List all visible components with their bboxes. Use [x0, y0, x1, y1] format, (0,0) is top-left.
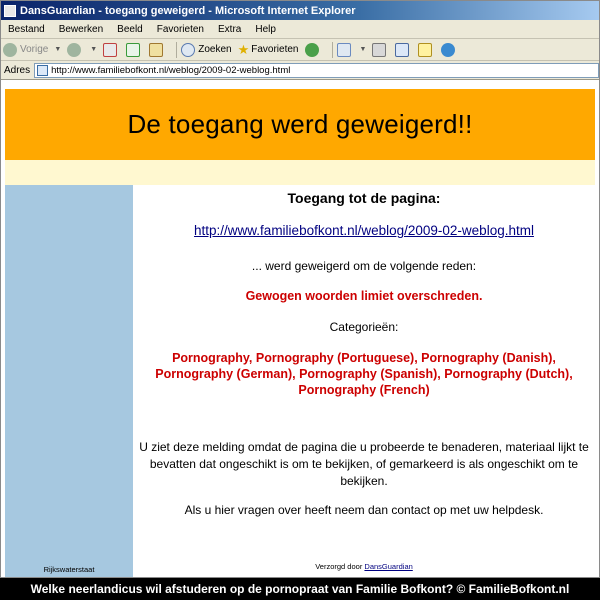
- search-button[interactable]: [181, 43, 231, 57]
- address-bar: [1, 61, 599, 80]
- blocked-url: [133, 223, 595, 238]
- messenger-button[interactable]: [441, 43, 458, 57]
- explanation-text: U ziet deze melding omdat de pagina die u probeerde te benaderen, materiaal lijkt te bevatten dat ongeschikt is om te bekijken, of gemarkeerd is als ongeschikt om te bekijken.: [139, 440, 589, 488]
- access-heading: Toegang tot de pagina:: [287, 190, 441, 206]
- toolbar-divider: [332, 42, 333, 58]
- discuss-icon: [418, 43, 432, 57]
- forward-dropdown-icon[interactable]: ▼: [90, 46, 98, 53]
- home-icon: [149, 43, 163, 57]
- print-button[interactable]: [372, 43, 389, 57]
- address-input[interactable]: [34, 63, 599, 78]
- toolbar: [1, 39, 599, 61]
- sidebar: [5, 185, 133, 577]
- blocked-url-link[interactable]: http://www.familiebofkont.nl/weblog/2009-02-weblog.html: [194, 223, 534, 238]
- print-icon: [372, 43, 386, 57]
- header-band: [5, 89, 595, 160]
- favorites-label: Favorieten: [251, 44, 299, 55]
- messenger-icon: [441, 43, 455, 57]
- back-dropdown-icon[interactable]: ▼: [54, 46, 62, 53]
- title-bar: [1, 1, 599, 20]
- forward-arrow-icon: [67, 43, 81, 57]
- media-icon: [305, 43, 319, 57]
- app-icon: [4, 5, 16, 17]
- discuss-button[interactable]: [418, 43, 435, 57]
- image-caption: Welke neerlandicus wil afstuderen op de pornopraat van Familie Bofkont? © FamilieBofkont.nl: [0, 578, 600, 600]
- toolbar-divider: [176, 42, 177, 58]
- star-icon: ★: [237, 41, 250, 57]
- sub-header-band: [5, 160, 595, 185]
- sidebar-footer: Rijkswaterstaat: [43, 565, 95, 574]
- stop-button[interactable]: [103, 43, 120, 57]
- categories-label: Categorieën:: [329, 320, 399, 334]
- favorites-button[interactable]: [238, 42, 299, 58]
- footer-credit: [133, 559, 595, 574]
- categories-list: Pornography, Pornography (Portuguese), Pornography (Danish), Pornography (German), Pornography (Spanish), Pornography (Dutch), Pornography (French): [155, 351, 573, 397]
- search-icon: [181, 43, 195, 57]
- window-title: DansGuardian - toegang geweigerd - Microsoft Internet Explorer: [20, 4, 356, 17]
- block-reason: Gewogen woorden limiet overschreden.: [245, 289, 483, 303]
- address-label: Adres: [4, 64, 31, 76]
- edit-icon: [395, 43, 409, 57]
- menu-favorites[interactable]: Favorieten: [156, 23, 204, 35]
- edit-button[interactable]: [395, 43, 412, 57]
- main-content: [133, 185, 595, 577]
- menu-file[interactable]: Bestand: [8, 23, 45, 35]
- page-icon: [37, 65, 48, 76]
- forward-button[interactable]: [67, 43, 84, 57]
- mail-dropdown-icon[interactable]: ▼: [359, 46, 367, 53]
- refresh-button[interactable]: [126, 43, 143, 57]
- home-button[interactable]: [149, 43, 166, 57]
- stop-icon: [103, 43, 117, 57]
- page-title: De toegang werd geweigerd!!: [127, 109, 473, 139]
- credit-prefix: Verzorgd door: [315, 562, 363, 571]
- back-label: Vorige: [20, 44, 49, 55]
- web-page: [5, 89, 595, 577]
- mail-icon: [337, 43, 351, 57]
- dansguardian-link[interactable]: DansGuardian: [364, 562, 413, 571]
- menu-edit[interactable]: Bewerken: [58, 23, 104, 35]
- menu-tools[interactable]: Extra: [218, 23, 242, 35]
- refresh-icon: [126, 43, 140, 57]
- helpdesk-text: Als u hier vragen over heeft neem dan contact op met uw helpdesk.: [184, 503, 544, 517]
- search-label: Zoeken: [198, 44, 232, 55]
- menu-view[interactable]: Beeld: [117, 23, 143, 35]
- address-url[interactable]: http://www.familiebofkont.nl/weblog/2009-02-weblog.html: [51, 64, 291, 76]
- back-arrow-icon: [3, 43, 17, 57]
- media-button[interactable]: [305, 43, 322, 57]
- mail-button[interactable]: [337, 43, 354, 57]
- menu-bar: [1, 20, 599, 39]
- reason-intro: ... werd geweigerd om de volgende reden:: [251, 259, 477, 273]
- menu-help[interactable]: Help: [255, 23, 276, 35]
- back-button[interactable]: [3, 43, 48, 57]
